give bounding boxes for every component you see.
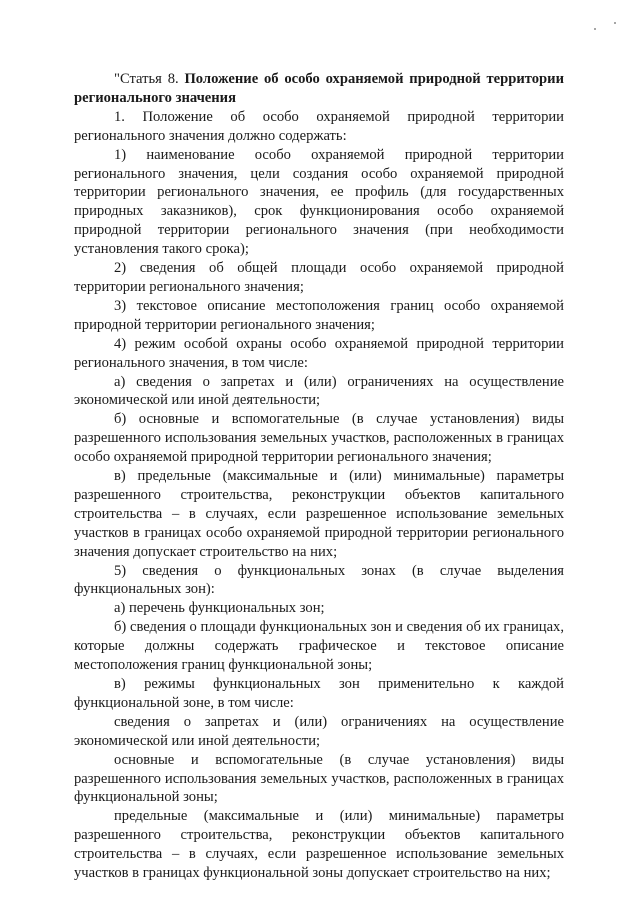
document-body: [74, 70, 564, 883]
paragraph: сведения о запретах и (или) ограничениях на осуществление экономической или иной деятельности;: [74, 713, 564, 749]
paragraph: 4) режим особой охраны особо охраняемой природной территории регионального значения, в том числе:: [74, 335, 564, 371]
scan-speck: [614, 22, 616, 24]
article-title: Положение об особо охраняемой природной территории регионального значения: [74, 71, 564, 106]
scan-speck: [594, 28, 596, 30]
paragraph: а) перечень функциональных зон;: [114, 600, 325, 617]
article-heading: [74, 70, 564, 108]
paragraph: 1. Положение об особо охраняемой природной территории регионального значения должно содержать:: [74, 108, 564, 144]
paragraph: предельные (максимальные и (или) минимальные) параметры разрешенного строительства, реконструкции объектов капитального строительства – в случаях, если разрешенное использование земельных участков в границах функциональной зоны допускает строительство на них;: [74, 808, 564, 882]
paragraph: б) сведения о площади функциональных зон и сведения об их границах, которые должны содержать графическое и текстовое описание местоположения границ функциональной зоны;: [74, 619, 564, 674]
paragraph: б) основные и вспомогательные (в случае установления) виды разрешенного использования земельных участков, расположенных в границах особо охраняемой природной территории регионального значения;: [74, 411, 564, 466]
paragraph: в) предельные (максимальные и (или) минимальные) параметры разрешенного строительства, реконструкции объектов капитального строительства – в случаях, если разрешенное использование земельных участков в границах особо охраняемой природной территории регионального значения допускает строительство на них;: [74, 468, 564, 560]
paragraph: 1) наименование особо охраняемой природной территории регионального значения, цели создания особо охраняемой природной территории регионального значения, ее профиль (для государственных природных заказников), срок функционирования особо охраняемой природной территории регионального значения (при необходимости установления такого срока);: [74, 146, 564, 258]
paragraph: основные и вспомогательные (в случае установления) виды разрешенного использования земельных участков, расположенных в границах функциональной зоны;: [74, 751, 564, 806]
paragraph: 5) сведения о функциональных зонах (в случае выделения функциональных зон):: [74, 562, 564, 598]
paragraph: 3) текстовое описание местоположения границ особо охраняемой природной территории регионального значения;: [74, 297, 564, 333]
paragraph: в) режимы функциональных зон применительно к каждой функциональной зоне, в том числе:: [74, 676, 564, 711]
paragraph: а) сведения о запретах и (или) ограничениях на осуществление экономической или иной деятельности;: [74, 373, 564, 409]
article-prefix: "Статья 8.: [114, 71, 185, 87]
paragraph: 2) сведения об общей площади особо охраняемой природной территории регионального значения;: [74, 260, 564, 295]
